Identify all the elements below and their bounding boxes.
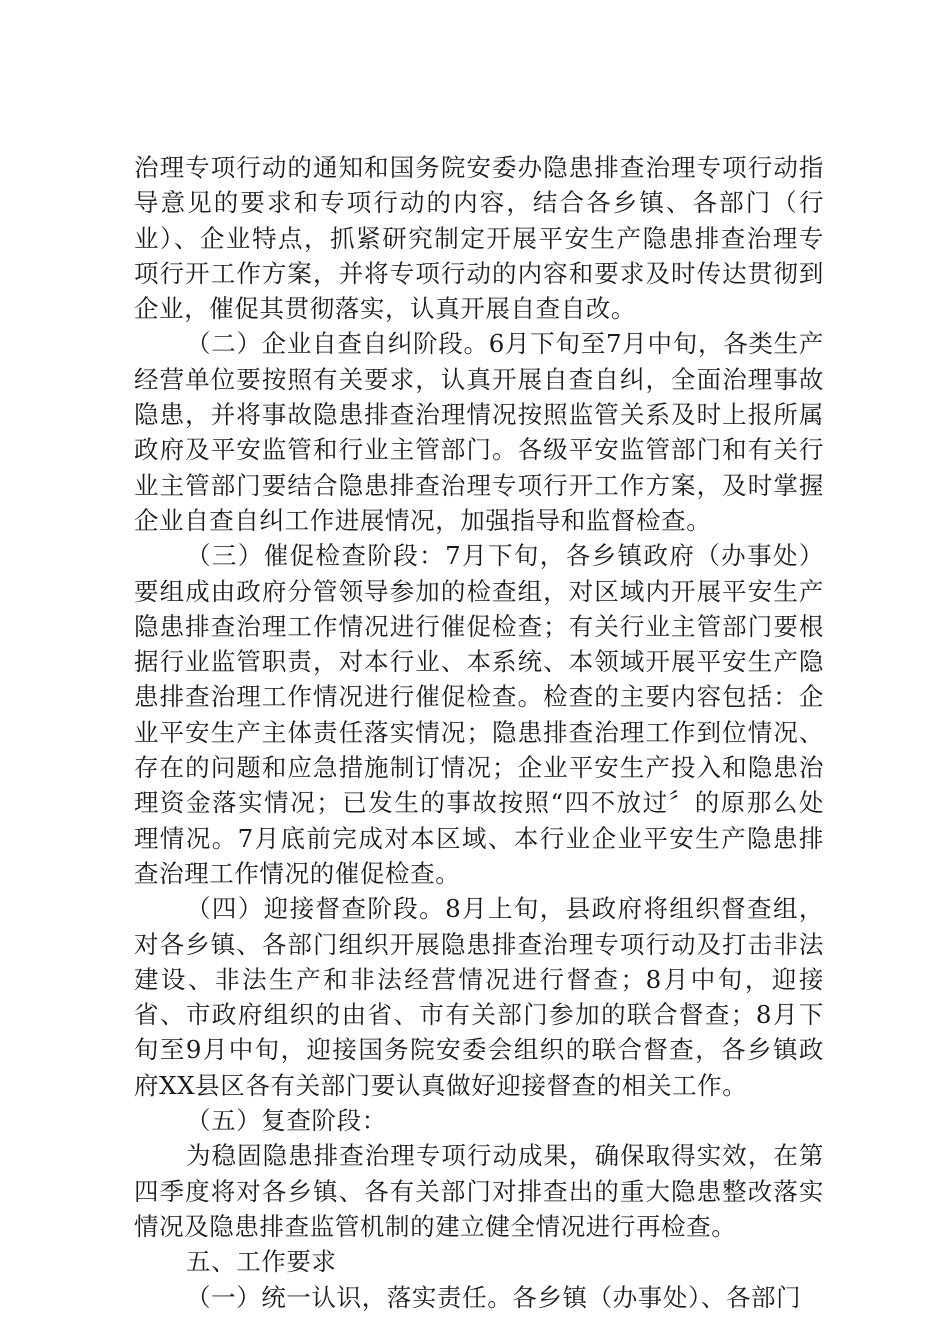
section-heading-work-requirements: 五、工作要求 — [186, 1247, 337, 1277]
paragraph-unify-understanding: （一）统一认识，落实责任。各乡镇（办事处）、各部门 — [186, 1282, 802, 1312]
paragraph-supervision-check-stage: （三）催促检查阶段：7月下旬，各乡镇政府（办事处）要组成由政府分管领导参加的检查组，对区域内开展平安生产隐患排查治理工作情况进行催促检查；有关行业主管部门要根据行业监管职责，对本行业、本系统、本领域开展平安生产隐患排查治理工作情况进行催促检查。检查的主要内容包括：企业平安生产主体责任落实情况；隐患排查治理工作到位情况、存在的问题和应急措施制订情况；企业平安生产投入和隐患治理资金落实情况；已发生的事故按照“四不放过〞的原那么处理情况。7月底前完成对本区域、本行业企业平安生产隐患排查治理工作情况的催促检查。 — [134, 541, 824, 888]
paragraph-continuation: 治理专项行动的通知和国务院安委办隐患排查治理专项行动指导意见的要求和专项行动的内容，结合各乡镇、各部门（行业）、企业特点，抓紧研究制定开展平安生产隐患排查治理专项行开工作方案，并将专项行动的内容和要求及时传达贯彻到企业，催促其贯彻落实，认真开展自查自改。 — [134, 153, 824, 324]
document-body — [134, 150, 824, 1315]
paragraph-self-inspection-stage: （二）企业自查自纠阶段。6月下旬至7月中旬，各类生产经营单位要按照有关要求，认真开展自查自纠，全面治理事故隐患，并将事故隐患排查治理情况按照监管关系及时上报所属政府及平安监管和行业主管部门。各级平安监管部门和有关行业主管部门要结合隐患排查治理专项行开工作方案，及时掌握企业自查自纠工作进展情况，加强指导和监督检查。 — [134, 329, 824, 535]
paragraph-review-stage-heading: （五）复查阶段： — [186, 1106, 387, 1136]
paragraph-inspection-reception-stage: （四）迎接督查阶段。8月上旬，县政府将组织督查组，对各乡镇、各部门组织开展隐患排查治理专项行动及打击非法建设、非法生产和非法经营情况进行督查；8月中旬，迎接省、市政府组织的由省、市有关部门参加的联合督查；8月下旬至9月中旬，迎接国务院安委会组织的联合督查，各乡镇政府XX县区各有关部门要认真做好迎接督查的相关工作。 — [134, 894, 824, 1100]
paragraph-review-stage-body: 为稳固隐患排查治理专项行动成果，确保取得实效，在第四季度将对各乡镇、各有关部门对排查出的重大隐患整改落实情况及隐患排查监管机制的建立健全情况进行再检查。 — [134, 1141, 824, 1241]
